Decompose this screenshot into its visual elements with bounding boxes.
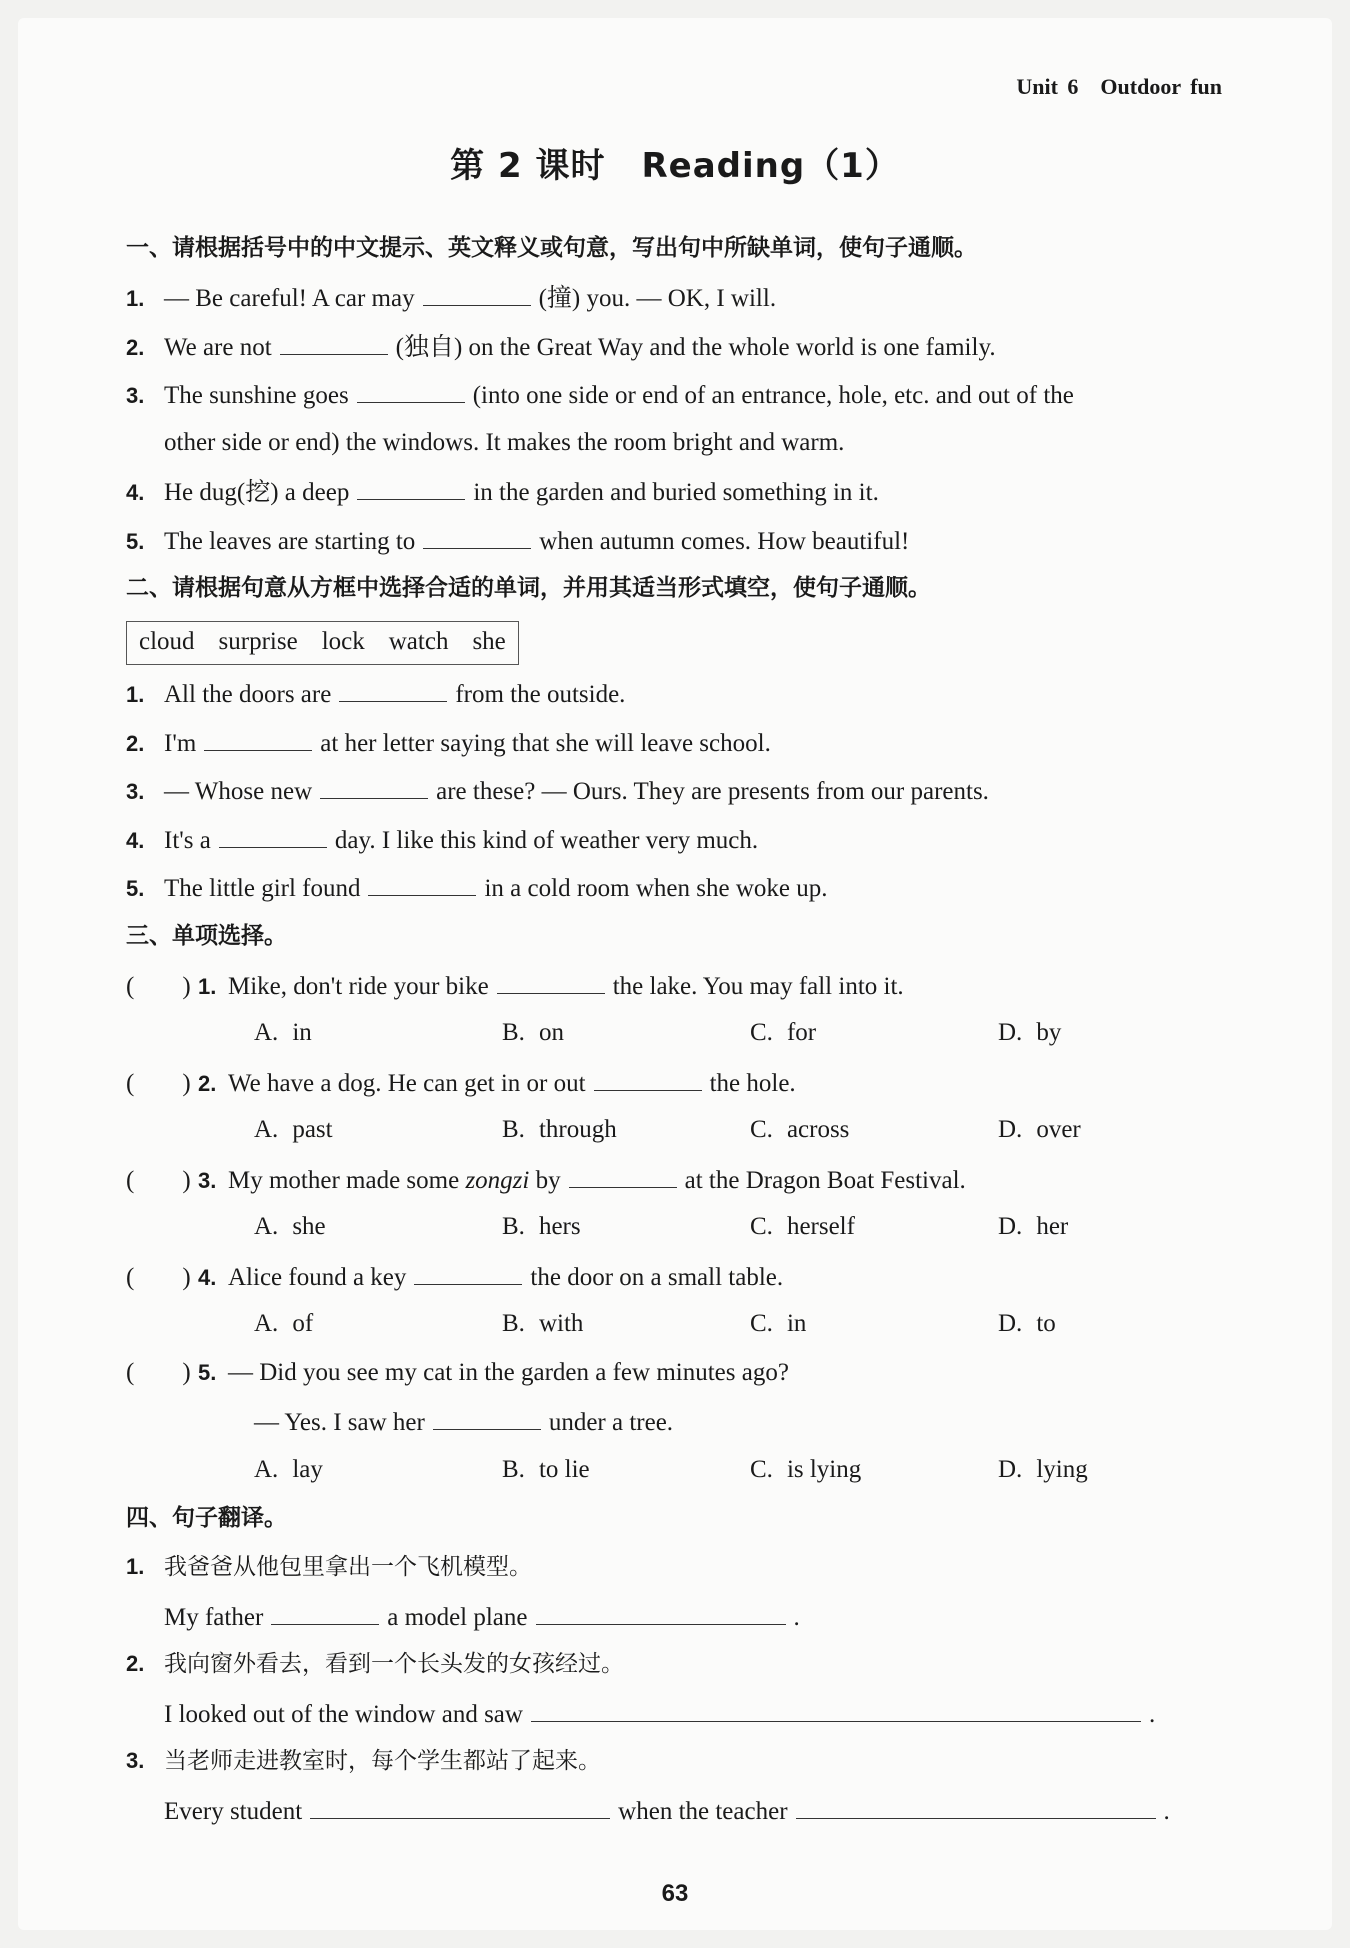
s3-q1 [126, 965, 1256, 1014]
q-number: 3. [126, 1748, 145, 1773]
q-number: 1. [126, 1554, 145, 1579]
option-a[interactable] [254, 1013, 502, 1053]
answer-blank[interactable] [569, 1159, 677, 1188]
exercise-content [126, 228, 1256, 1838]
paren-close: ) [182, 1263, 191, 1291]
title-lesson: 第 2 课时 [450, 146, 606, 186]
s3-q4 [126, 1256, 1256, 1305]
option-c[interactable] [750, 1110, 998, 1150]
option-letter: D. [998, 1310, 1023, 1337]
s1-q1 [126, 277, 1256, 326]
option-c[interactable] [750, 1207, 998, 1247]
answer-paren[interactable] [126, 1064, 198, 1104]
s2-q1 [126, 673, 1256, 722]
page-number: 63 [661, 1880, 689, 1907]
q-number: 3. [126, 779, 145, 804]
s2-q5 [126, 867, 1256, 916]
option-c[interactable] [750, 1304, 998, 1344]
paren-close: ) [182, 1069, 191, 1097]
answer-blank[interactable] [204, 722, 312, 751]
q-text: (into one side or end of an entrance, hole, etc. and out of the [472, 382, 1074, 409]
q-number: 5. [126, 876, 145, 901]
option-letter: B. [502, 1116, 525, 1143]
option-text: she [292, 1213, 326, 1240]
q-text: My father [164, 1603, 264, 1631]
q-number: 1. [198, 973, 217, 999]
answer-blank[interactable] [339, 673, 447, 702]
answer-blank[interactable] [320, 770, 428, 799]
q-text: a model plane [387, 1603, 528, 1631]
s3-q5-options [126, 1450, 1256, 1499]
q-number: 4. [126, 827, 145, 853]
s4-q3-en [126, 1790, 1256, 1839]
answer-blank[interactable] [536, 1596, 786, 1625]
q-text: other side or end) the windows. It makes the room bright and warm. [164, 428, 845, 456]
option-letter: A. [254, 1213, 279, 1240]
option-letter: D. [998, 1116, 1023, 1143]
option-letter: B. [502, 1310, 525, 1337]
s1-q4 [126, 471, 1256, 520]
q-text: Alice found a key [228, 1263, 407, 1291]
answer-paren[interactable] [126, 1161, 198, 1201]
word-option: surprise [218, 628, 298, 655]
option-c[interactable] [750, 1013, 998, 1053]
option-letter: A. [254, 1116, 279, 1143]
q-text: by [535, 1166, 561, 1194]
s2-q4 [126, 819, 1256, 868]
option-b[interactable] [502, 1450, 750, 1490]
answer-blank[interactable] [594, 1062, 702, 1091]
answer-blank[interactable] [414, 1256, 522, 1285]
q-text: the hole. [709, 1069, 796, 1097]
option-letter: C. [750, 1019, 773, 1046]
q-text: the lake. You may fall into it. [612, 972, 904, 1000]
q-number: 2. [126, 334, 145, 360]
q-text: (独自) on the Great Way and the whole world is one family. [395, 333, 996, 361]
q-text: — Did you see my cat in the garden a few minutes ago? [228, 1358, 789, 1386]
q-text: The sunshine goes [164, 382, 349, 409]
answer-blank[interactable] [423, 520, 531, 549]
q-number: 2. [198, 1070, 217, 1096]
paren-close: ) [182, 1166, 191, 1194]
paren-open: ( [126, 1263, 135, 1291]
answer-blank[interactable] [219, 819, 327, 848]
word-option: lock [321, 628, 365, 655]
q-text: are these? — Ours. They are presents from our parents. [436, 778, 989, 805]
answer-blank[interactable] [796, 1790, 1156, 1819]
s3-q1-options [126, 1013, 1256, 1062]
q-text: My mother made some [228, 1166, 460, 1194]
s2-q2 [126, 722, 1256, 771]
q-text: I'm [164, 729, 197, 757]
q-end: . [793, 1603, 800, 1631]
section-1-heading: 一、请根据括号中的中文提示、英文释义或句意，写出句中所缺单词，使句子通顺。 [126, 235, 977, 261]
option-b[interactable] [502, 1304, 750, 1344]
q-text: All the doors are [164, 681, 332, 708]
section-3-heading: 三、单项选择。 [126, 922, 287, 949]
q-number: 3. [126, 383, 145, 408]
s4-q2-zh [126, 1644, 1256, 1693]
word-option: cloud [139, 628, 195, 655]
s1-q3-cont [126, 423, 1256, 472]
page-title [18, 138, 1332, 187]
option-letter: D. [998, 1213, 1023, 1240]
running-header [1016, 74, 1222, 100]
q-number: 4. [198, 1264, 217, 1290]
q-text: in the garden and buried something in it. [473, 479, 879, 506]
answer-blank[interactable] [357, 374, 465, 403]
q-text: under a tree. [548, 1409, 674, 1436]
paren-open: ( [126, 1358, 135, 1386]
option-text: to [1036, 1310, 1056, 1337]
option-letter: D. [998, 1019, 1023, 1046]
option-letter: B. [502, 1019, 525, 1046]
word-box [126, 621, 519, 665]
section-4-heading: 四、句子翻译。 [126, 1505, 287, 1531]
section-2-heading: 二、请根据句意从方框中选择合适的单词，并用其适当形式填空，使句子通顺。 [126, 575, 931, 601]
option-letter: C. [750, 1116, 773, 1143]
answer-paren[interactable] [126, 1353, 198, 1393]
q-number: 3. [198, 1167, 217, 1193]
option-b[interactable] [502, 1110, 750, 1150]
s4-q3-zh [126, 1741, 1256, 1790]
option-letter: A. [254, 1019, 279, 1046]
option-letter: B. [502, 1213, 525, 1240]
word-option: she [472, 628, 506, 655]
paren-close: ) [182, 972, 191, 1000]
q-number: 2. [126, 1651, 145, 1676]
q-text: He dug(挖) a deep [164, 479, 350, 506]
option-text: her [1036, 1213, 1069, 1240]
chinese-sentence: 我向窗外看去，看到一个长头发的女孩经过。 [164, 1651, 624, 1677]
q-number: 1. [126, 286, 145, 311]
answer-blank[interactable] [423, 277, 531, 306]
option-text: is lying [786, 1455, 862, 1483]
answer-blank[interactable] [531, 1693, 1141, 1722]
q-text: The little girl found [164, 875, 361, 902]
q-text: — Whose new [164, 778, 313, 805]
option-a[interactable] [254, 1207, 502, 1247]
q-end: . [1163, 1797, 1170, 1825]
answer-blank[interactable] [357, 471, 465, 500]
option-b[interactable] [502, 1207, 750, 1247]
option-text: of [292, 1310, 314, 1337]
q-text: at her letter saying that she will leave school. [320, 729, 771, 757]
option-a[interactable] [254, 1304, 502, 1344]
option-letter: A. [254, 1455, 279, 1483]
option-d[interactable] [998, 1013, 1246, 1053]
option-letter: C. [750, 1455, 773, 1483]
q-text: — Yes. I saw her [254, 1409, 425, 1436]
option-letter: C. [750, 1213, 773, 1240]
q-number: 1. [126, 682, 145, 707]
chinese-sentence: 我爸爸从他包里拿出一个飞机模型。 [164, 1554, 532, 1580]
answer-blank[interactable] [280, 326, 388, 355]
option-text: hers [538, 1213, 581, 1240]
s1-q5 [126, 520, 1256, 569]
option-text: for [786, 1019, 817, 1046]
paren-open: ( [126, 1166, 135, 1194]
option-b[interactable] [502, 1013, 750, 1053]
header-unit: Unit 6 [1016, 74, 1079, 99]
q-end: . [1148, 1700, 1156, 1728]
q-text: day. I like this kind of weather very much. [334, 826, 759, 854]
worksheet-page [18, 18, 1332, 1930]
paren-open: ( [126, 1069, 135, 1097]
s4-q1-zh [126, 1547, 1256, 1596]
q-number: 5. [198, 1359, 217, 1385]
q-text: when the teacher [618, 1797, 788, 1825]
answer-paren[interactable] [126, 1258, 198, 1298]
q-text: the door on a small table. [530, 1263, 784, 1291]
option-text: by [1036, 1019, 1062, 1046]
s2-q3 [126, 770, 1256, 819]
option-text: to lie [538, 1455, 590, 1483]
option-text: lay [292, 1455, 323, 1483]
option-c[interactable] [750, 1450, 998, 1490]
title-name: Reading（1） [641, 146, 900, 186]
option-d[interactable] [998, 1207, 1246, 1247]
q-text: — Be careful! A car may [164, 285, 415, 312]
s3-q3 [126, 1159, 1256, 1208]
s3-q5-line2 [126, 1401, 1256, 1450]
s3-q2 [126, 1062, 1256, 1111]
q-text: It's a [164, 826, 211, 854]
paren-open: ( [126, 972, 135, 1000]
q-text: Mike, don't ride your bike [228, 972, 489, 1000]
s3-q4-options [126, 1304, 1256, 1353]
option-text: on [538, 1019, 564, 1046]
option-a[interactable] [254, 1450, 502, 1490]
option-text: in [786, 1310, 807, 1337]
option-d[interactable] [998, 1110, 1246, 1150]
answer-blank[interactable] [497, 965, 605, 994]
option-text: in [292, 1019, 312, 1046]
option-text: herself [786, 1213, 855, 1240]
q-text: Every student [164, 1797, 303, 1825]
q-text: I looked out of the window and saw [164, 1700, 523, 1728]
s4-q1-en [126, 1596, 1256, 1645]
s3-q3-options [126, 1207, 1256, 1256]
option-text: across [786, 1116, 850, 1143]
answer-blank[interactable] [368, 867, 476, 896]
option-text: past [292, 1116, 333, 1143]
q-text: We have a dog. He can get in or out [228, 1069, 586, 1097]
answer-paren[interactable] [126, 967, 198, 1007]
option-letter: B. [502, 1455, 525, 1483]
header-topic: Outdoor fun [1100, 74, 1222, 99]
q-text: The leaves are starting to [164, 527, 416, 555]
answer-blank[interactable] [433, 1401, 541, 1430]
option-d[interactable] [998, 1304, 1246, 1344]
q-text: (撞) you. — OK, I will. [538, 285, 777, 312]
word-option: watch [388, 628, 449, 655]
q-text: at the Dragon Boat Festival. [684, 1166, 966, 1194]
s1-q2 [126, 326, 1256, 375]
option-letter: D. [998, 1455, 1023, 1483]
answer-blank[interactable] [310, 1790, 610, 1819]
option-text: over [1036, 1116, 1081, 1143]
q-text-italic: zongzi [465, 1166, 530, 1194]
option-text: lying [1036, 1455, 1088, 1483]
s4-q2-en [126, 1693, 1256, 1742]
s3-q5 [126, 1353, 1256, 1402]
paren-close: ) [182, 1358, 191, 1386]
option-letter: A. [254, 1310, 279, 1337]
option-a[interactable] [254, 1110, 502, 1150]
q-number: 4. [126, 480, 145, 505]
s3-q2-options [126, 1110, 1256, 1159]
q-number: 2. [126, 730, 145, 756]
q-text: We are not [164, 333, 272, 361]
q-text: in a cold room when she woke up. [484, 875, 828, 902]
answer-blank[interactable] [271, 1596, 379, 1625]
option-text: through [538, 1116, 617, 1143]
q-text: from the outside. [455, 681, 626, 708]
q-number: 5. [126, 528, 145, 554]
s1-q3 [126, 374, 1256, 423]
option-text: with [538, 1310, 584, 1337]
option-letter: C. [750, 1310, 773, 1337]
q-text: when autumn comes. How beautiful! [539, 527, 910, 555]
chinese-sentence: 当老师走进教室时，每个学生都站了起来。 [164, 1748, 601, 1774]
option-d[interactable] [998, 1450, 1246, 1490]
